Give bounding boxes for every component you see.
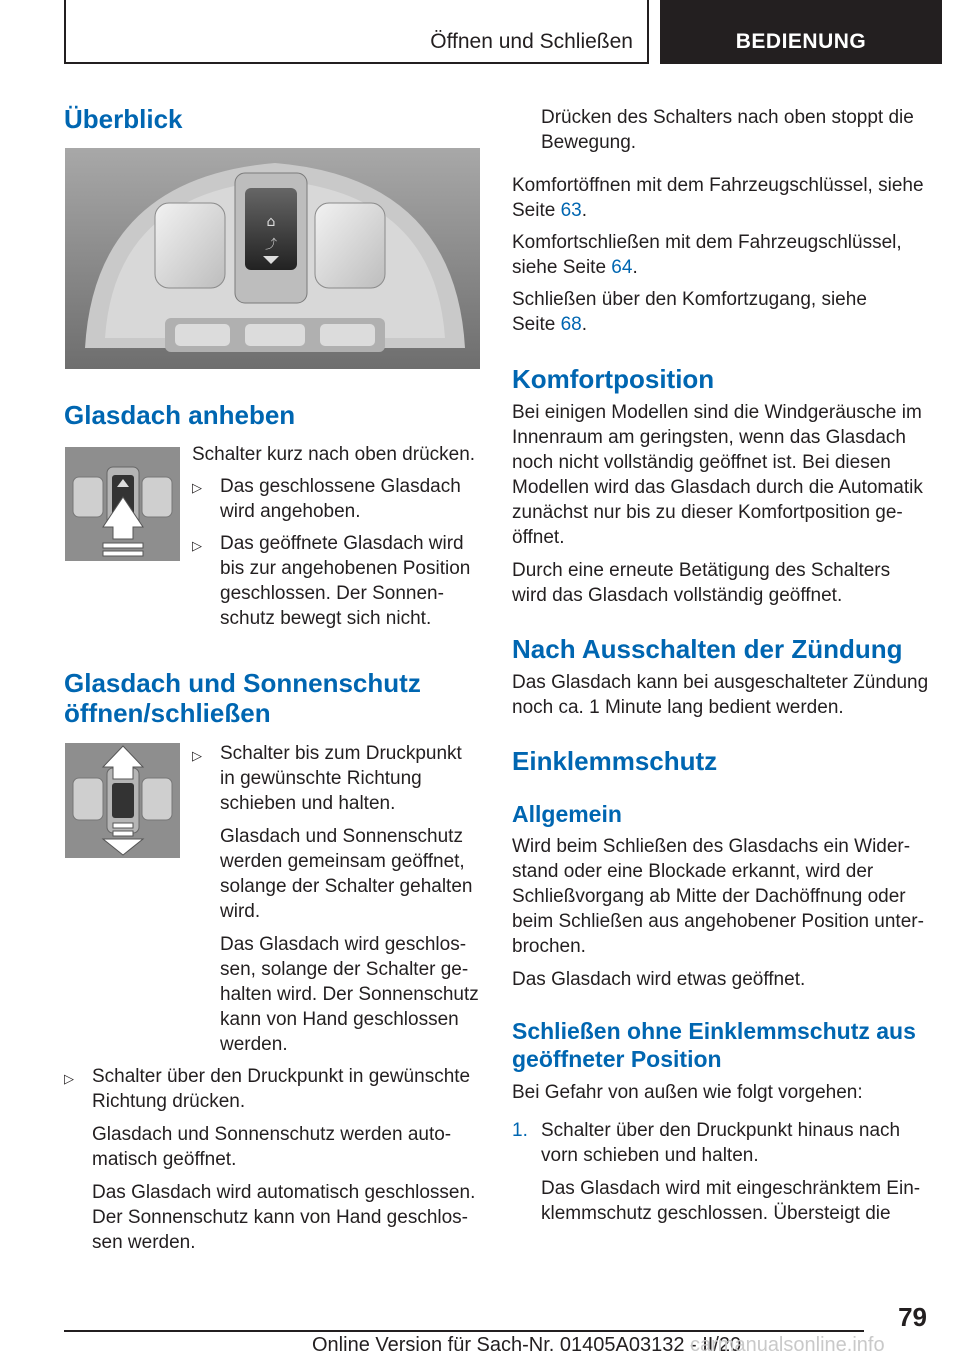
open-para-1-line-3: solange der Schalter gehalten xyxy=(220,876,473,897)
heading-overview: Überblick xyxy=(64,104,183,134)
heading-lift-roof: Glasdach anheben xyxy=(64,400,296,430)
kp-para-1-line-5: zunächst nur bis zu dieser Komfortposition ge- xyxy=(512,502,903,523)
step-1-line-2: vorn schieben und halten. xyxy=(541,1145,759,1166)
svg-text:⌂: ⌂ xyxy=(266,214,276,230)
open-para-2-line-2: sen, solange der Schalter ge- xyxy=(220,959,469,980)
lift-bullet-2-line-2: bis zur angehobenen Position xyxy=(220,558,471,579)
footer-online-version: Online Version für Sach-Nr. 01405A03132 - II/20 xyxy=(312,1334,742,1356)
footer-divider xyxy=(64,1330,864,1332)
gen-para-1-line-4: beim Schließen aus angehobener Position unter- xyxy=(512,911,924,932)
open-para-1-line-4: wird. xyxy=(220,901,261,922)
lift-bullet-2-line-4: schutz bewegt sich nicht. xyxy=(220,608,432,629)
heading-general: Allgemein xyxy=(512,801,622,827)
svg-text:⤴: ⤴ xyxy=(264,237,278,251)
open-bullet-2-line-2: Richtung drücken. xyxy=(92,1091,246,1112)
page-link-63[interactable]: 63 xyxy=(560,200,582,221)
stop-line-2: Bewegung. xyxy=(541,132,637,153)
comfort-close-line-2: siehe Seite 64. xyxy=(512,257,638,278)
gen-para-1-line-5: brochen. xyxy=(512,936,586,957)
step-1-number: 1. xyxy=(512,1120,528,1141)
heading-no-pinch-line-1: Schließen ohne Einklemmschutz aus xyxy=(512,1018,916,1044)
bullet-icon: ▷ xyxy=(192,480,202,495)
ign-line-2: noch ca. 1 Minute lang bedient werden. xyxy=(512,697,844,718)
open-para-1-line-2: werden gemeinsam geöffnet, xyxy=(220,851,465,872)
open-para-4-line-3: sen werden. xyxy=(92,1232,196,1253)
open-para-2-line-3: halten wird. Der Sonnenschutz xyxy=(220,984,479,1005)
step-1-para-line-2: klemmschutz geschlossen. Übersteigt die xyxy=(541,1203,891,1224)
header-section-tab xyxy=(64,0,649,64)
nop-intro: Bei Gefahr von außen wie folgt vorgehen: xyxy=(512,1082,863,1103)
page-link-68[interactable]: 68 xyxy=(560,314,582,335)
heading-open-close-line-2: öffnen/schließen xyxy=(64,698,271,728)
comfort-open-line-1: Komfortöffnen mit dem Fahrzeugschlüssel, siehe xyxy=(512,175,924,196)
switch-up-illustration xyxy=(65,447,180,561)
open-bullet-1-line-3: schieben und halten. xyxy=(220,793,396,814)
page-number: 79 xyxy=(898,1302,927,1332)
lift-intro: Schalter kurz nach oben drücken. xyxy=(192,444,476,465)
open-bullet-1-line-1: Schalter bis zum Druckpunkt xyxy=(220,743,462,764)
heading-open-close-line-1: Glasdach und Sonnenschutz xyxy=(64,668,421,698)
gen-para-1-line-3: Schließvorgang ab Mitte der Dachöffnung oder xyxy=(512,886,906,907)
open-para-2-line-5: werden. xyxy=(220,1034,288,1055)
heading-pinch-protection: Einklemmschutz xyxy=(512,746,718,776)
kp-para-1-line-3: noch nicht vollständig geöffnet ist. Bei diesen xyxy=(512,452,891,473)
heading-comfort-position: Komfortposition xyxy=(512,364,715,394)
lift-bullet-1-line-1: Das geschlossene Glasdach xyxy=(220,476,461,497)
header-chapter-title: BEDIENUNG xyxy=(735,30,867,53)
open-bullet-1-line-2: in gewünschte Richtung xyxy=(220,768,422,789)
switch-updown-illustration xyxy=(65,743,180,858)
roof-console-illustration xyxy=(65,148,480,369)
overview-image xyxy=(65,148,480,369)
kp-para-1-line-4: Modellen wird das Glasdach durch die Automatik xyxy=(512,477,923,498)
kp-para-2-line-2: wird das Glasdach vollständig geöffnet. xyxy=(512,585,843,606)
kp-para-1-line-1: Bei einigen Modellen sind die Windgeräusche im xyxy=(512,402,922,423)
open-para-4-line-1: Das Glasdach wird automatisch geschlossen. xyxy=(92,1182,476,1203)
page-link-64[interactable]: 64 xyxy=(611,257,633,278)
heading-no-pinch-line-2: geöffneter Position xyxy=(512,1046,722,1072)
lift-bullet-2-line-1: Das geöffnete Glasdach wird xyxy=(220,533,464,554)
open-para-3-line-2: matisch geöffnet. xyxy=(92,1149,237,1170)
lift-bullet-1-line-2: wird angehoben. xyxy=(220,501,361,522)
access-line-2: Seite 68. xyxy=(512,314,588,335)
kp-para-2-line-1: Durch eine erneute Betätigung des Schalters xyxy=(512,560,891,581)
footer-watermark: carmanualsonline.info xyxy=(690,1334,885,1356)
ign-line-1: Das Glasdach kann bei ausgeschalteter Zündung xyxy=(512,672,929,693)
header-chapter-tab xyxy=(660,0,942,64)
open-para-2-line-1: Das Glasdach wird geschlos- xyxy=(220,934,467,955)
bullet-icon: ▷ xyxy=(192,748,202,763)
gen-para-1-line-2: stand oder eine Blockade erkannt, wird der xyxy=(512,861,874,882)
heading-after-ignition: Nach Ausschalten der Zündung xyxy=(512,634,903,664)
lift-image xyxy=(65,447,180,561)
step-1-para-line-1: Das Glasdach wird mit eingeschränktem Ein- xyxy=(541,1178,921,1199)
bullet-icon: ▷ xyxy=(192,538,202,553)
open-para-2-line-4: kann von Hand geschlossen xyxy=(220,1009,459,1030)
kp-para-1-line-6: öffnet. xyxy=(512,527,565,548)
kp-para-1-line-2: Innenraum am geringsten, wenn das Glasdach xyxy=(512,427,906,448)
open-para-3-line-1: Glasdach und Sonnenschutz werden auto- xyxy=(92,1124,452,1145)
open-close-image xyxy=(65,743,180,858)
bullet-icon: ▷ xyxy=(64,1071,74,1086)
access-line-1: Schließen über den Komfortzugang, siehe xyxy=(512,289,867,310)
gen-para-2: Das Glasdach wird etwas geöffnet. xyxy=(512,969,806,990)
header-section-title: Öffnen und Schließen xyxy=(430,30,633,53)
comfort-open-line-2: Seite 63. xyxy=(512,200,588,221)
stop-line-1: Drücken des Schalters nach oben stoppt die xyxy=(541,107,914,128)
open-para-1-line-1: Glasdach und Sonnenschutz xyxy=(220,826,463,847)
comfort-close-line-1: Komfortschließen mit dem Fahrzeugschlüssel, xyxy=(512,232,902,253)
open-para-4-line-2: Der Sonnenschutz kann von Hand geschlos- xyxy=(92,1207,469,1228)
open-bullet-2-line-1: Schalter über den Druckpunkt in gewünschte xyxy=(92,1066,471,1087)
lift-bullet-2-line-3: geschlossen. Der Sonnen- xyxy=(220,583,444,604)
gen-para-1-line-1: Wird beim Schließen des Glasdachs ein Wider- xyxy=(512,836,911,857)
step-1-line-1: Schalter über den Druckpunkt hinaus nach xyxy=(541,1120,901,1141)
